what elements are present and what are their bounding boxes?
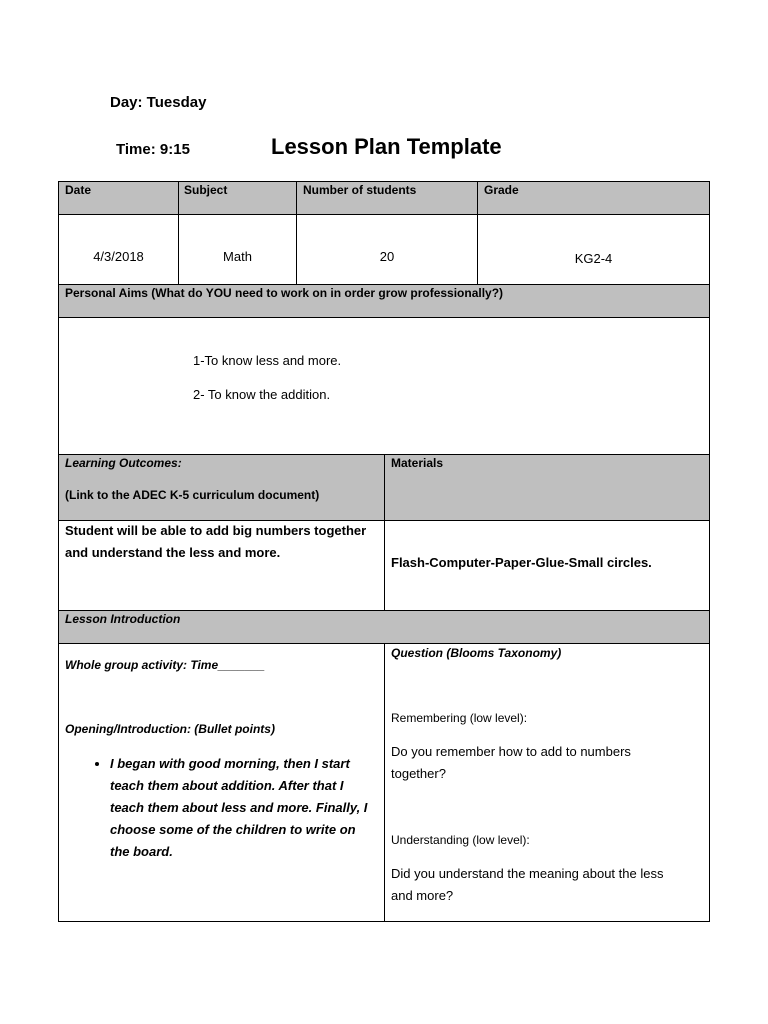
header-grade: Grade xyxy=(484,183,519,197)
learning-outcome-text-line: Student will be able to add big numbers together xyxy=(65,523,367,538)
opening-bullet-line: teach them about addition. After that I xyxy=(110,778,344,793)
opening-bullet-list xyxy=(65,753,380,863)
opening-bullet-line: I began with good morning, then I start xyxy=(110,756,350,771)
question-blooms-heading: Question (Blooms Taxonomy) xyxy=(391,646,562,660)
opening-introduction-heading: Opening/Introduction: (Bullet points) xyxy=(65,722,275,736)
opening-bullet-line: the board. xyxy=(110,844,173,859)
header-number-of-students: Number of students xyxy=(303,183,417,197)
opening-bullet-line: teach them about less and more. Finally, I xyxy=(110,800,368,815)
opening-bullet-line: choose some of the children to write on xyxy=(110,822,356,837)
value-date: 4/3/2018 xyxy=(93,249,144,264)
understanding-question-line: Did you understand the meaning about the less xyxy=(391,866,664,881)
remembering-question-line: together? xyxy=(391,766,446,781)
materials-text: Flash-Computer-Paper-Glue-Small circles. xyxy=(391,555,652,570)
whole-group-activity: Whole group activity: Time_______ xyxy=(65,658,265,672)
time-label: Time: 9:15 xyxy=(116,141,190,158)
remembering-question-line: Do you remember how to add to numbers xyxy=(391,744,631,759)
value-number-of-students: 20 xyxy=(379,249,395,264)
personal-aim-item: 1-To know less and more. xyxy=(193,353,342,368)
header-date: Date xyxy=(65,183,92,197)
understanding-question-line: and more? xyxy=(391,888,454,903)
personal-aims-heading: Personal Aims (What do YOU need to work on in order grow professionally?) xyxy=(65,286,504,300)
opening-bullet xyxy=(110,753,380,863)
page-title: Lesson Plan Template xyxy=(271,134,502,159)
personal-aim-item: 2- To know the addition. xyxy=(193,387,331,402)
day-label: Day: Tuesday xyxy=(110,94,207,111)
learning-outcome-text-line: and understand the less and more. xyxy=(65,545,281,560)
value-subject: Math xyxy=(223,249,252,264)
understanding-label: Understanding (low level): xyxy=(391,833,530,847)
lesson-introduction-heading: Lesson Introduction xyxy=(65,612,181,626)
header-subject: Subject xyxy=(184,183,228,197)
learning-outcomes-heading: Learning Outcomes: xyxy=(65,456,182,470)
materials-heading: Materials xyxy=(391,456,444,470)
value-grade: KG2-4 xyxy=(574,251,613,266)
remembering-label: Remembering (low level): xyxy=(391,711,528,725)
curriculum-link-note: (Link to the ADEC K-5 curriculum document) xyxy=(65,488,320,502)
